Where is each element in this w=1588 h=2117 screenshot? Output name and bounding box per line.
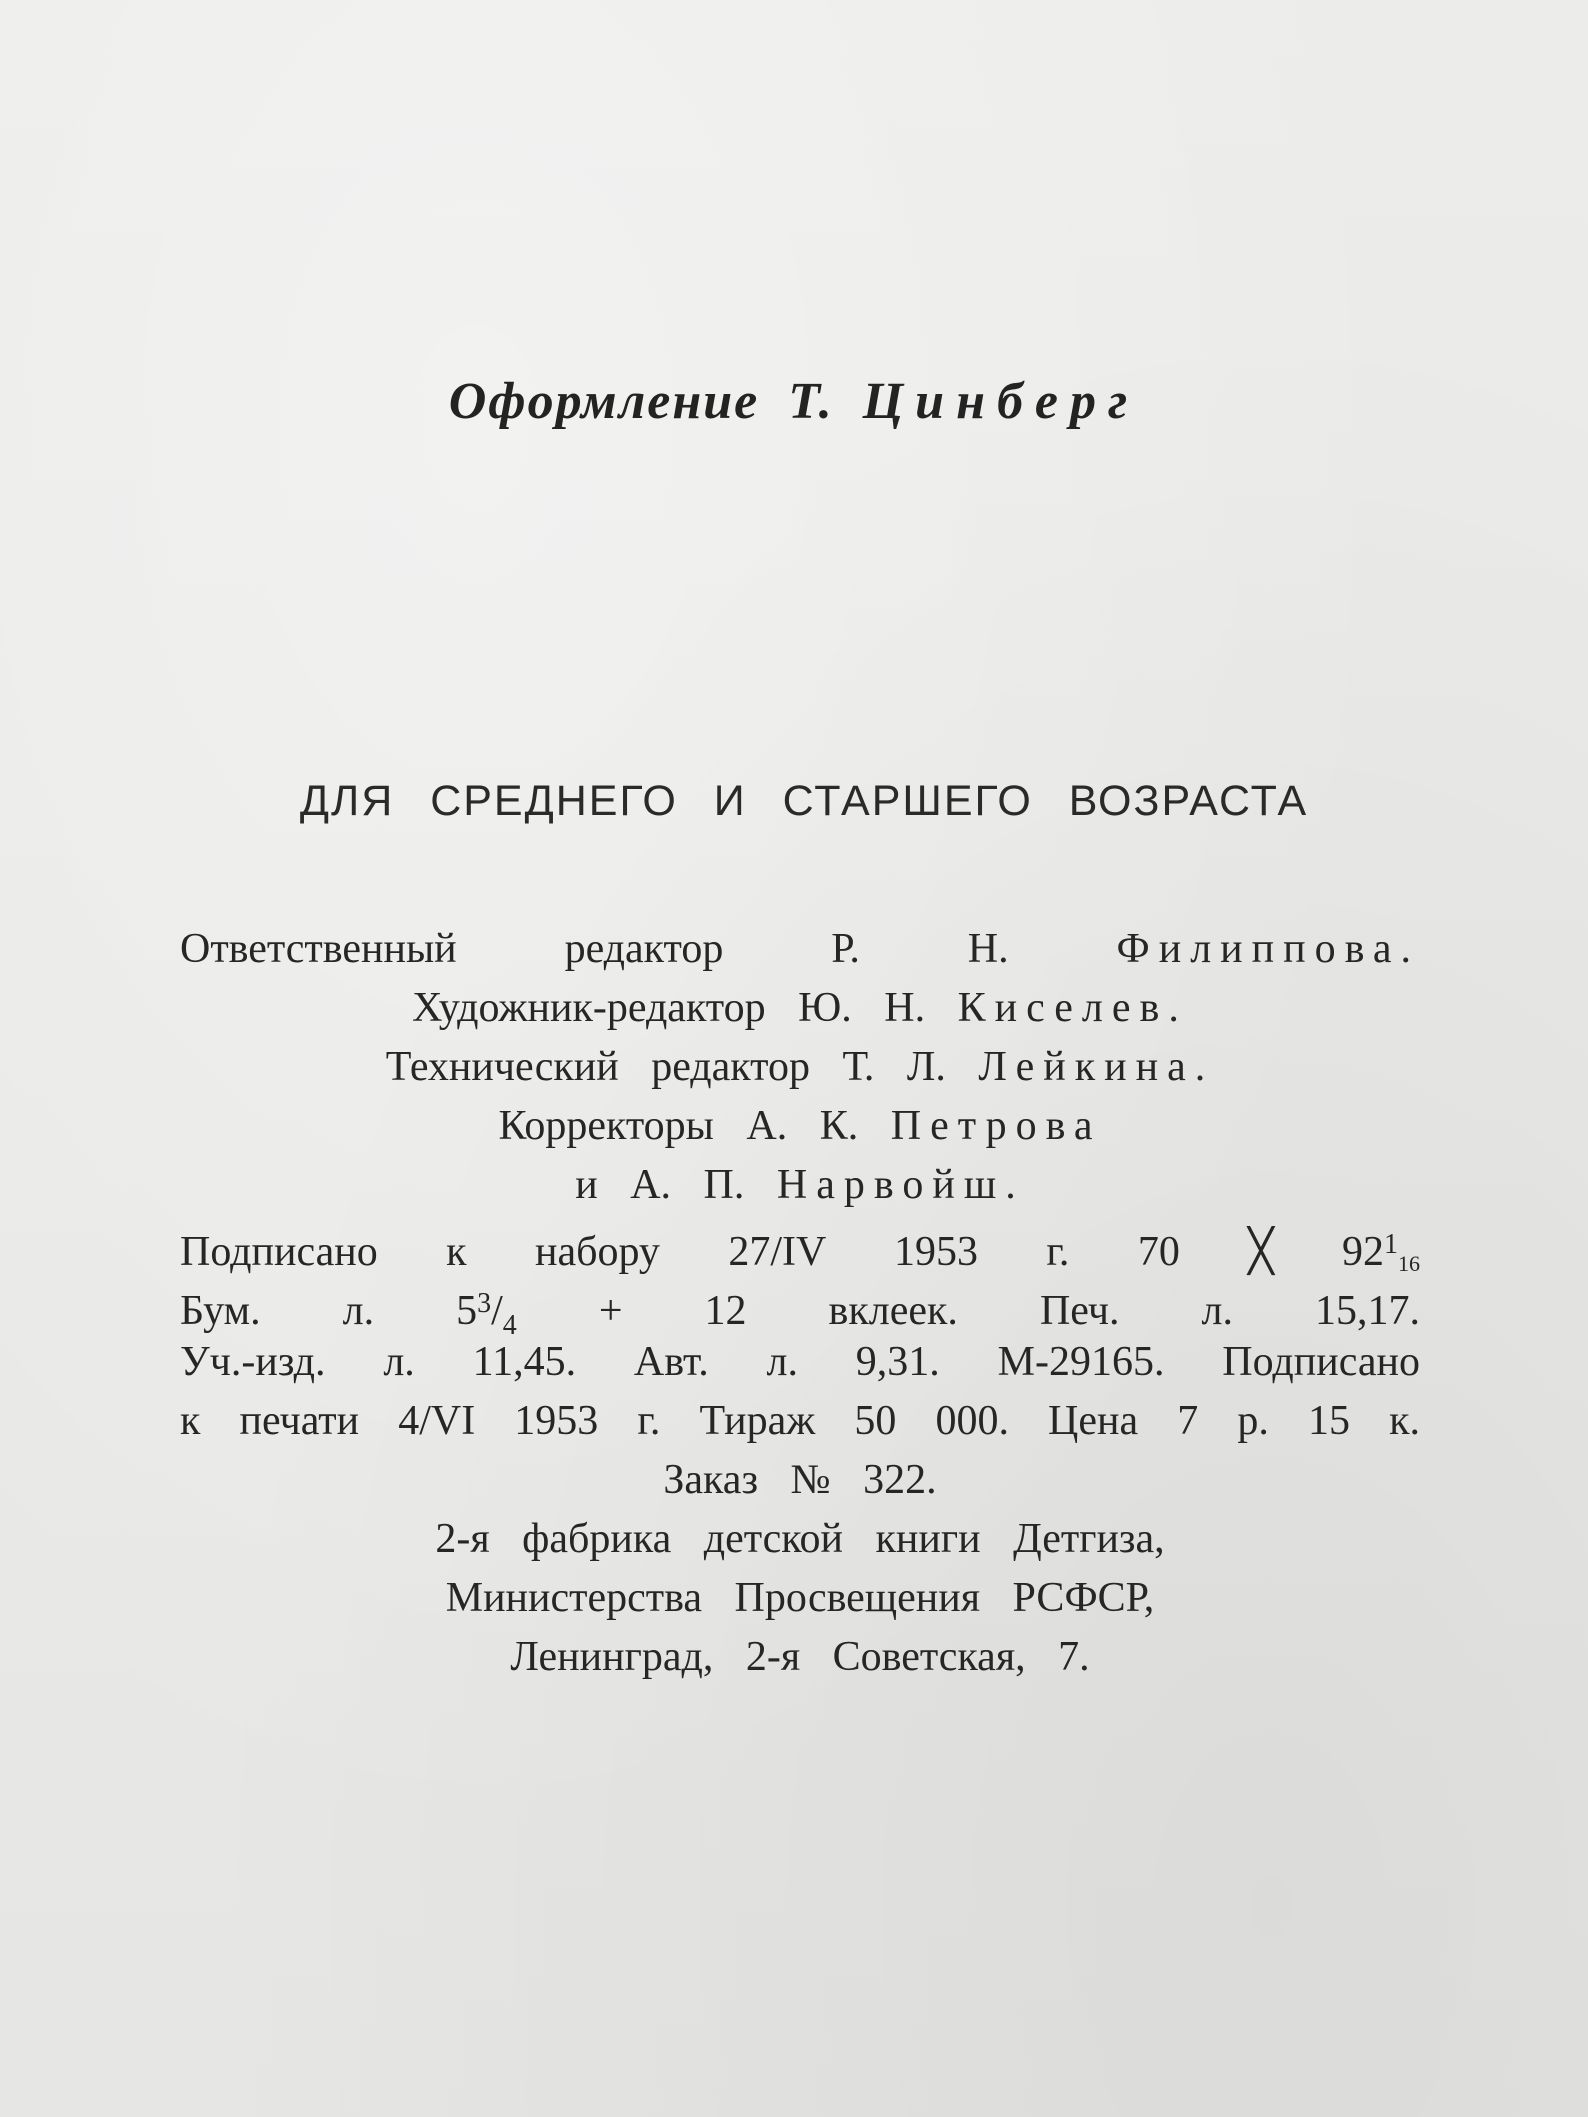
format-subscript: 16: [1398, 1251, 1420, 1276]
signed-set-text: Подписано к набору 27/IV 1953 г. 70 ╳ 92: [180, 1229, 1384, 1275]
proofreader-1-name: Петрова: [890, 1103, 1102, 1149]
art-editor-role: Художник-редактор Ю. Н.: [412, 985, 926, 1031]
imprint-line-proofreaders: [180, 1097, 1420, 1156]
tech-editor-name: Лейкина.: [978, 1044, 1215, 1090]
imprint-line-order: Заказ № 322.: [663, 1457, 937, 1503]
design-credit-prefix: Оформление Т.: [448, 373, 834, 430]
imprint-line-proofreader-2: [180, 1156, 1420, 1215]
paper-fraction-denominator: 4: [502, 1310, 517, 1341]
design-credit: [0, 372, 1588, 431]
imprint-line-signed-set: [180, 1215, 1420, 1274]
imprint-line-paper: [180, 1274, 1420, 1341]
imprint-line-editor: [180, 920, 1420, 979]
paper-rest: + 12 вклеек. Печ. л. 15,17.: [598, 1288, 1420, 1334]
imprint-block: [180, 920, 1420, 1687]
format-superscript: 1: [1384, 1229, 1398, 1260]
proofreader-2-prefix: и А. П.: [575, 1162, 745, 1208]
audience-label: ДЛЯ СРЕДНЕГО И СТАРШЕГО ВОЗРАСТА: [299, 777, 1309, 825]
paper-fraction-numerator: 3: [477, 1288, 492, 1319]
paper-fraction-slash: /: [491, 1288, 503, 1334]
proofreaders-role: Корректоры А. К.: [498, 1103, 859, 1149]
imprint-line-tech-editor: [180, 1038, 1420, 1097]
designer-name: Цинберг: [862, 373, 1140, 430]
imprint-line-art-editor: [180, 979, 1420, 1038]
art-editor-name: Киселев.: [957, 985, 1188, 1031]
paper-label: Бум. л. 5: [180, 1288, 478, 1334]
editor-role: Ответственный редактор Р. Н.: [180, 926, 1009, 972]
imprint-line-printer-1: 2-я фабрика детской книги Детгиза,: [435, 1516, 1165, 1562]
proofreader-2-name: Нарвойш.: [776, 1162, 1025, 1208]
imprint-line-printer-2: Министерства Просвещения РСФСР,: [445, 1575, 1155, 1621]
imprint-line-print-run: к печати 4/VI 1953 г. Тираж 50 000. Цена 7 р. 15 к.: [180, 1398, 1420, 1444]
editor-name: Филиппова.: [1116, 926, 1420, 972]
imprint-line-printer-3: Ленинград, 2-я Советская, 7.: [510, 1634, 1090, 1680]
imprint-line-publishing-sheets: Уч.-изд. л. 11,45. Авт. л. 9,31. М-29165. Подписано: [180, 1339, 1420, 1385]
tech-editor-role: Технический редактор Т. Л.: [385, 1044, 946, 1090]
